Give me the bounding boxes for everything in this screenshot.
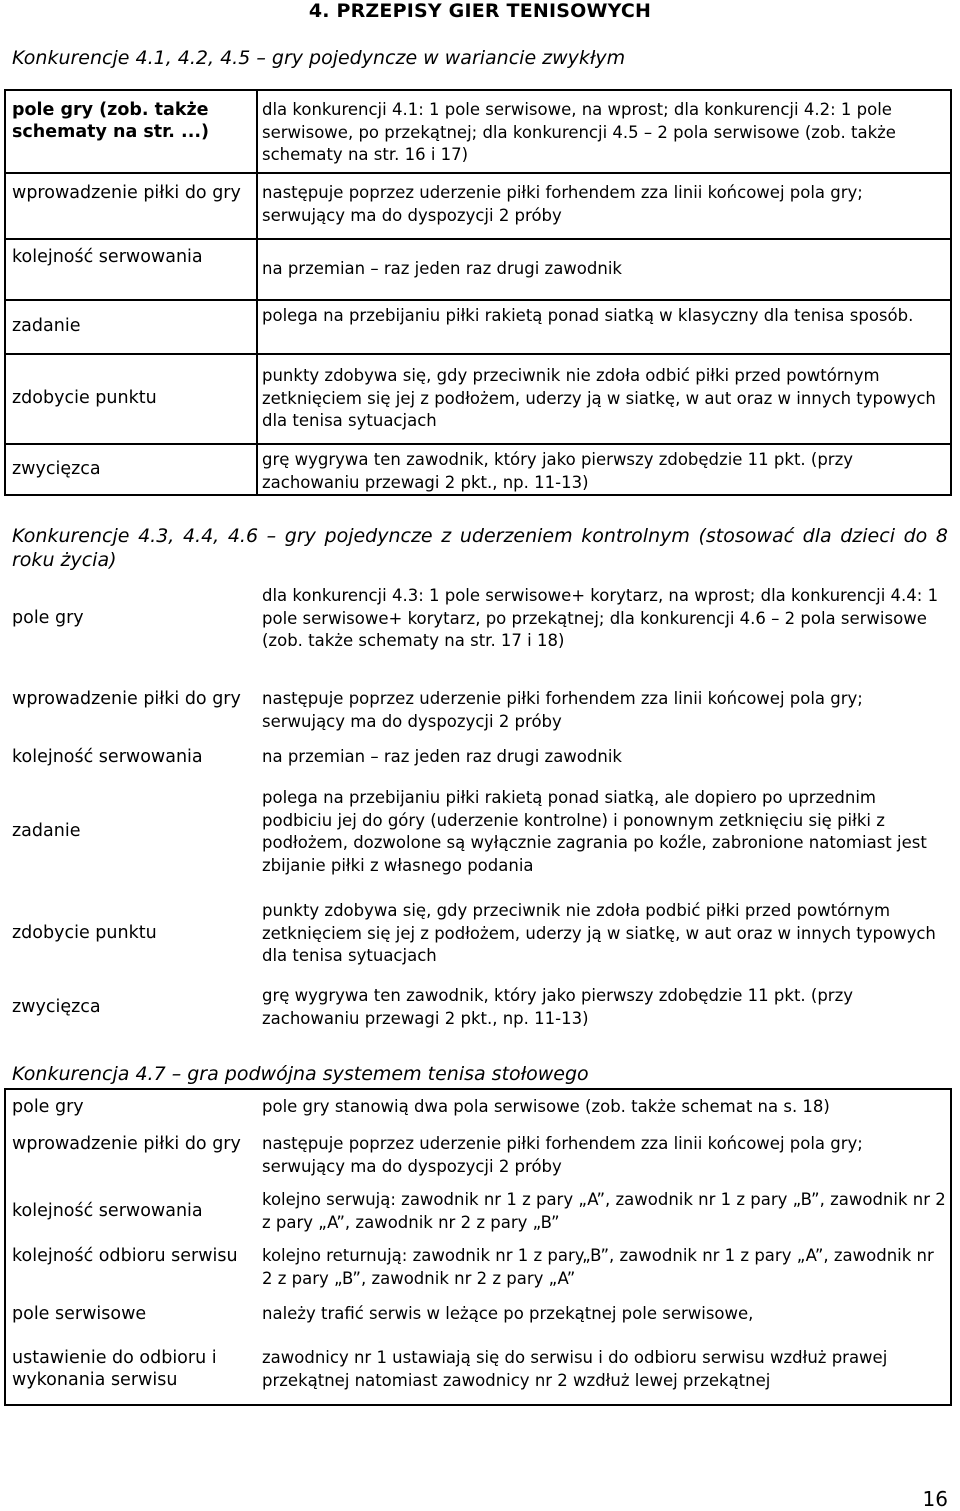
table-row-divider	[6, 443, 950, 445]
table-row-divider	[6, 172, 950, 174]
row-label: zadanie	[12, 821, 81, 841]
row-value: dla konkurencji 4.3: 1 pole serwisowe+ korytarz, na wprost; dla konkurencji 4.4: 1 pole serwisowe+ korytarz, po przekątnej; dla konkurencji 4.6 – 2 pola serwisowe (zob. także schematy na str. 17 i 18)	[262, 586, 939, 650]
row-value: punkty zdobywa się, gdy przeciwnik nie zdoła odbić piłki przed powtórnym zetknięciem się jej z podłożem, uderzy ją w siatkę, w aut oraz w innych typowych dla tenisa sytuacjach	[262, 366, 936, 430]
row-value: polega na przebijaniu piłki rakietą ponad siatką, ale dopiero po uprzednim podbiciu jej do góry (uderzenie kontrolne) i ponownym zetknięciu się piłki z podłożem, dozwolone są wyłącznie zagrania po koźle, zabronione natomiast jest zbijanie piłki z własnego podania	[262, 788, 927, 875]
row-value: na przemian – raz jeden raz drugi zawodnik	[262, 259, 622, 278]
row-value: grę wygrywa ten zawodnik, który jako pierwszy zdobędzie 11 pkt. (przy zachowaniu przewagi 2 pkt., np. 11-13)	[262, 450, 854, 492]
row-label: pole gry	[12, 608, 84, 628]
row-value: następuje poprzez uderzenie piłki forhendem zza linii końcowej pola gry; serwujący ma do dyspozycji 2 próby	[262, 1134, 863, 1176]
section3-title: Konkurencja 4.7 – gra podwójna systemem tenisa stołowego	[12, 1063, 589, 1085]
section1-title: Konkurencje 4.1, 4.2, 4.5 – gry pojedyncze w wariancie zwykłym	[12, 47, 626, 69]
row-label: wprowadzenie piłki do gry	[12, 1134, 241, 1154]
row-value: kolejno serwują: zawodnik nr 1 z pary „A”, zawodnik nr 1 z pary „B”, zawodnik nr 2 z pary „A”, zawodnik nr 2 z pary „B”	[262, 1190, 946, 1232]
row-value: na przemian – raz jeden raz drugi zawodnik	[262, 747, 622, 766]
row-value: grę wygrywa ten zawodnik, który jako pierwszy zdobędzie 11 pkt. (przy zachowaniu przewagi 2 pkt., np. 11-13)	[262, 986, 854, 1028]
row-label: wprowadzenie piłki do gry	[12, 689, 241, 709]
row-label: zwycięzca	[12, 459, 101, 479]
section2-title: Konkurencje 4.3, 4.4, 4.6 – gry pojedyncze z uderzeniem kontrolnym (stosować dla dzieci do 8 roku życia)	[12, 525, 948, 571]
row-label: zdobycie punktu	[12, 388, 157, 408]
page-title-text: 4. PRZEPISY GIER TENISOWYCH	[308, 0, 652, 22]
table-row-divider	[6, 353, 950, 355]
row-label: ustawienie do odbioru i wykonania serwisu	[12, 1348, 217, 1390]
row-value: pole gry stanowią dwa pola serwisowe (zob. także schemat na s. 18)	[262, 1097, 830, 1116]
table-row-divider	[6, 238, 950, 240]
row-value: należy trafić serwis w leżące po przekątnej pole serwisowe,	[262, 1304, 754, 1323]
row-label: zadanie	[12, 316, 81, 336]
row-value: punkty zdobywa się, gdy przeciwnik nie zdoła podbić piłki przed powtórnym zetknięciem się jej z podłożem, uderzy ją w siatkę, w aut oraz w innych typowych dla tenisa sytuacjach	[262, 901, 936, 965]
row-label: pole gry (zob. także schematy na str. ...)	[12, 100, 209, 142]
table-divider	[256, 91, 258, 494]
page-number: 16	[922, 1487, 948, 1511]
row-label: zdobycie punktu	[12, 923, 157, 943]
row-value: zawodnicy nr 1 ustawiają się do serwisu i do odbioru serwisu wzdłuż prawej przekątnej natomiast zawodnicy nr 2 wzdłuż lewej przekątnej	[262, 1348, 888, 1390]
row-label: kolejność serwowania	[12, 747, 203, 767]
row-value: dla konkurencji 4.1: 1 pole serwisowe, na wprost; dla konkurencji 4.2: 1 pole serwisowe, po przekątnej; dla konkurencji 4.5 – 2 pola serwisowe (zob. także schematy na str. 16 i 17)	[262, 100, 896, 164]
row-label: pole gry	[12, 1097, 84, 1117]
row-label: pole serwisowe	[12, 1304, 147, 1324]
row-label: zwycięzca	[12, 997, 101, 1017]
table-row-divider	[6, 299, 950, 301]
row-value: następuje poprzez uderzenie piłki forhendem zza linii końcowej pola gry; serwujący ma do dyspozycji 2 próby	[262, 689, 863, 731]
row-value: kolejno returnują: zawodnik nr 1 z pary„B”, zawodnik nr 1 z pary „A”, zawodnik nr 2 z pary „B”, zawodnik nr 2 z pary „A”	[262, 1246, 934, 1288]
row-label: kolejność serwowania	[12, 1201, 203, 1221]
row-value: następuje poprzez uderzenie piłki forhendem zza linii końcowej pola gry; serwujący ma do dyspozycji 2 próby	[262, 183, 863, 225]
page-title	[0, 0, 960, 22]
row-label: wprowadzenie piłki do gry	[12, 183, 241, 203]
row-value: polega na przebijaniu piłki rakietą ponad siatką w klasyczny dla tenisa sposób.	[262, 306, 914, 325]
row-label: kolejność odbioru serwisu	[12, 1246, 238, 1266]
row-label: kolejność serwowania	[12, 247, 203, 267]
